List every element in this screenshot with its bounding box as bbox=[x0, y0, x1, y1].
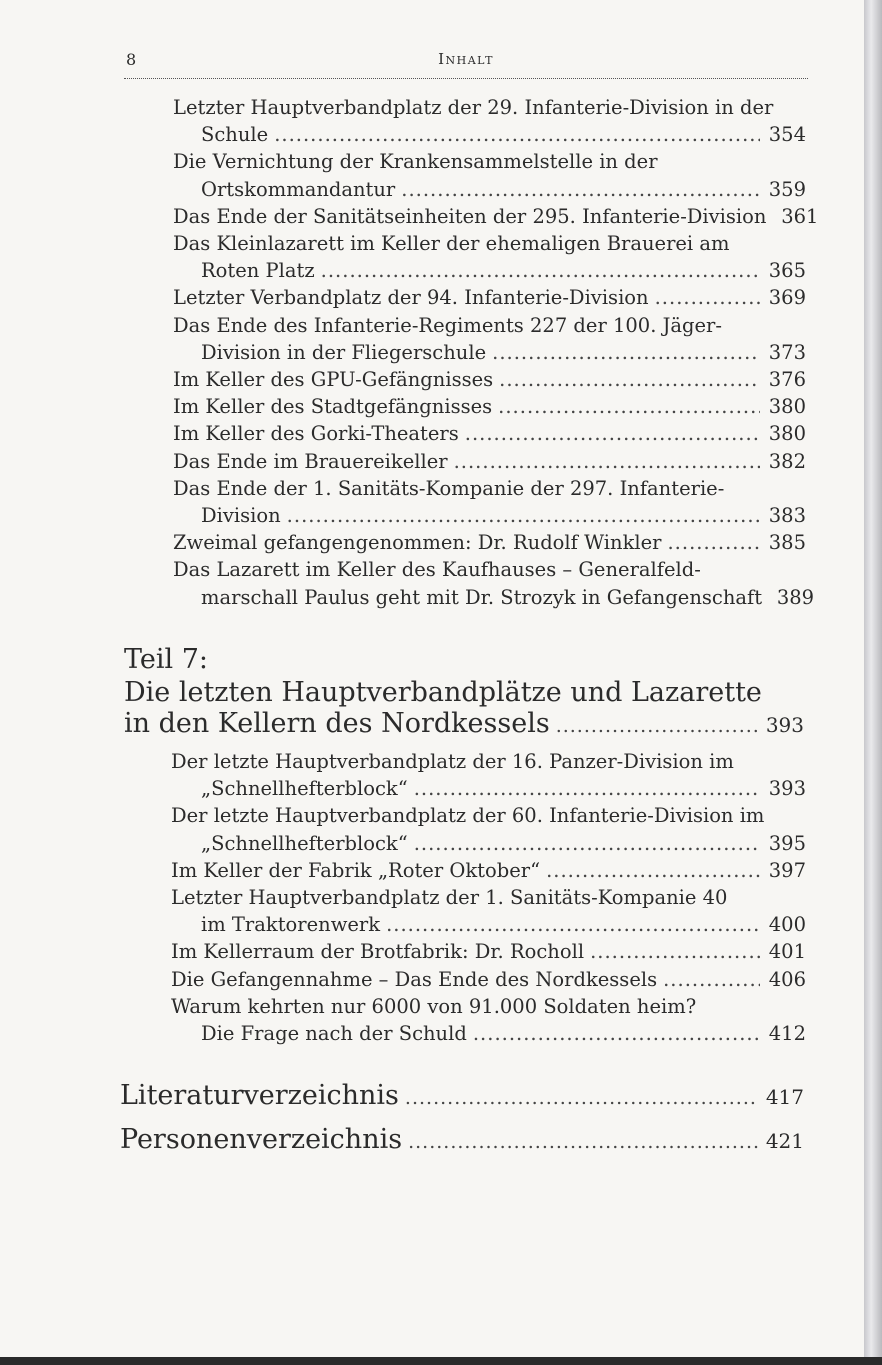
toc-page-number: 400 bbox=[768, 913, 806, 937]
page-bottom-shadow bbox=[0, 1357, 882, 1365]
toc-entry-title: marschall Paulus geht mit Dr. Strozyk in Gefangenschaft bbox=[201, 585, 763, 609]
toc-entry-line: Die Vernichtung der Krankensammelstelle in der bbox=[173, 150, 658, 174]
toc-page-number: 373 bbox=[768, 340, 806, 364]
toc-entry[interactable] bbox=[173, 393, 806, 420]
toc-entry-title: Im Keller des Gorki-Theaters bbox=[173, 422, 459, 446]
toc-entry[interactable] bbox=[171, 938, 806, 965]
toc-entry[interactable] bbox=[173, 366, 806, 393]
toc-entry[interactable] bbox=[201, 775, 806, 802]
toc-page-number: 406 bbox=[768, 967, 806, 991]
toc-entry[interactable] bbox=[173, 420, 806, 447]
toc-entry[interactable] bbox=[201, 121, 806, 148]
toc-entry[interactable] bbox=[173, 203, 819, 230]
backmatter-title: Personenverzeichnis bbox=[120, 1124, 403, 1155]
dot-leader bbox=[401, 176, 760, 203]
toc-entry[interactable] bbox=[171, 857, 806, 884]
toc-entry[interactable] bbox=[173, 529, 806, 556]
toc-page-number: 395 bbox=[768, 831, 806, 855]
dot-leader bbox=[414, 775, 760, 802]
dot-leader bbox=[556, 710, 758, 742]
running-head: Inhalt bbox=[438, 50, 494, 68]
toc-entry[interactable] bbox=[201, 176, 806, 203]
toc-page-number: 359 bbox=[768, 177, 806, 201]
toc-entry-title: Im Kellerraum der Brotfabrik: Dr. Rocholl bbox=[171, 940, 585, 964]
toc-entry-title: Zweimal gefangengenommen: Dr. Rudolf Winkler bbox=[173, 531, 662, 555]
part-page-number: 393 bbox=[765, 713, 804, 737]
toc-entry-line: Letzter Hauptverbandplatz der 29. Infanterie-Division in der bbox=[173, 96, 774, 119]
toc-entry-line: Der letzte Hauptverbandplatz der 60. Infanterie-Division im bbox=[171, 804, 765, 828]
toc-entry-title: Das Ende der Sanitätseinheiten der 295. Infanterie-Division bbox=[173, 204, 767, 228]
toc-page-number: 361 bbox=[781, 204, 819, 228]
dot-leader bbox=[498, 393, 760, 420]
toc-page-number: 365 bbox=[768, 259, 806, 283]
toc-entry-title: Roten Platz bbox=[201, 259, 315, 283]
toc-entry-title: Im Keller der Fabrik „Roter Oktober“ bbox=[171, 858, 541, 882]
page-header bbox=[124, 48, 808, 79]
dot-leader bbox=[287, 502, 760, 529]
toc-entry-line: Das Kleinlazarett im Keller der ehemaligen Brauerei am bbox=[173, 232, 730, 255]
toc-entry[interactable] bbox=[201, 339, 806, 366]
toc-page-number: 369 bbox=[768, 286, 806, 310]
part-label: Teil 7: bbox=[124, 644, 209, 675]
dot-leader bbox=[546, 857, 760, 884]
toc-entry[interactable] bbox=[171, 966, 806, 993]
toc-entry-title: Im Keller des Stadtgefängnisses bbox=[173, 395, 493, 419]
toc-entry-line: Der letzte Hauptverbandplatz der 16. Panzer-Division im bbox=[171, 750, 734, 773]
toc-entry-title: „Schnellhefterblock“ bbox=[201, 777, 408, 801]
toc-entry-line: Warum kehrten nur 6000 von 91.000 Soldaten heim? bbox=[171, 994, 697, 1018]
backmatter-page: 417 bbox=[765, 1085, 804, 1109]
dot-leader bbox=[590, 938, 760, 965]
toc-entry[interactable] bbox=[201, 584, 815, 611]
toc-entry[interactable] bbox=[173, 284, 806, 311]
dot-leader bbox=[663, 966, 760, 993]
toc-entry-title: Division bbox=[201, 504, 281, 527]
part-title-row[interactable] bbox=[124, 708, 804, 740]
dot-leader bbox=[655, 284, 760, 311]
toc-entry[interactable] bbox=[173, 448, 806, 475]
dot-leader bbox=[274, 121, 760, 148]
toc-entry-title: Die Frage nach der Schuld bbox=[201, 1022, 467, 1045]
dot-leader bbox=[473, 1020, 760, 1047]
toc-entry-title: Ortskommandantur bbox=[201, 177, 396, 201]
dot-leader bbox=[321, 257, 760, 284]
page-number: 8 bbox=[126, 50, 137, 69]
toc-entry[interactable] bbox=[201, 257, 806, 284]
toc-page-number: 385 bbox=[768, 531, 806, 555]
toc-entry-title: Division in der Fliegerschule bbox=[201, 340, 487, 364]
backmatter-entry-personen[interactable] bbox=[120, 1124, 804, 1156]
part-title-line1: Die letzten Hauptverbandplätze und Lazarette bbox=[124, 677, 762, 708]
toc-entry-line: Letzter Hauptverbandplatz der 1. Sanitäts-Kompanie 40 bbox=[171, 886, 728, 909]
toc-page-number: 383 bbox=[768, 504, 806, 527]
dot-leader bbox=[465, 420, 760, 447]
dot-leader bbox=[492, 339, 760, 366]
toc-entry-title: Die Gefangennahme – Das Ende des Nordkessels bbox=[171, 967, 658, 991]
toc-entry-line: Das Ende der 1. Sanitäts-Kompanie der 297. Infanterie- bbox=[173, 476, 725, 500]
backmatter-page: 421 bbox=[765, 1129, 804, 1153]
toc-page-number: 401 bbox=[768, 940, 806, 964]
dot-leader bbox=[386, 911, 760, 938]
backmatter-entry-literatur[interactable] bbox=[120, 1080, 804, 1112]
toc-page-number: 376 bbox=[768, 368, 806, 391]
page-edge bbox=[864, 0, 882, 1365]
toc-entry-title: „Schnellhefterblock“ bbox=[201, 831, 408, 855]
toc-page-number: 397 bbox=[768, 858, 806, 882]
toc-entry-title: Schule bbox=[201, 123, 269, 147]
dot-leader bbox=[499, 366, 760, 393]
toc-page-number: 393 bbox=[768, 777, 806, 801]
toc-entry-line: Das Lazarett im Keller des Kaufhauses – Generalfeld- bbox=[173, 558, 701, 582]
toc-entry[interactable] bbox=[201, 911, 806, 938]
dot-leader bbox=[667, 529, 760, 556]
toc-page-number: 354 bbox=[768, 123, 806, 147]
toc-entry[interactable] bbox=[201, 830, 806, 857]
toc-entry-title: Letzter Verbandplatz der 94. Infanterie-Division bbox=[173, 286, 649, 310]
toc-page-number: 380 bbox=[768, 422, 806, 446]
toc-page-number: 382 bbox=[768, 449, 806, 473]
toc-page-number: 412 bbox=[768, 1022, 806, 1045]
toc-entry[interactable] bbox=[201, 502, 806, 529]
backmatter-title: Literaturverzeichnis bbox=[120, 1080, 399, 1111]
dot-leader bbox=[454, 448, 760, 475]
part-title-line2: in den Kellern des Nordkessels bbox=[124, 708, 550, 739]
dot-leader bbox=[408, 1126, 758, 1158]
toc-page-number: 389 bbox=[776, 585, 815, 609]
dot-leader bbox=[405, 1082, 758, 1114]
toc-entry-title: im Traktorenwerk bbox=[201, 913, 381, 937]
toc-page-number: 380 bbox=[768, 395, 806, 419]
toc-entry-title: Das Ende im Brauereikeller bbox=[173, 449, 448, 473]
dot-leader bbox=[414, 830, 760, 857]
toc-entry[interactable] bbox=[201, 1020, 806, 1047]
toc-entry-line: Das Ende des Infanterie-Regiments 227 der 100. Jäger- bbox=[173, 313, 722, 337]
toc-entry-title: Im Keller des GPU-Gefängnisses bbox=[173, 368, 494, 391]
